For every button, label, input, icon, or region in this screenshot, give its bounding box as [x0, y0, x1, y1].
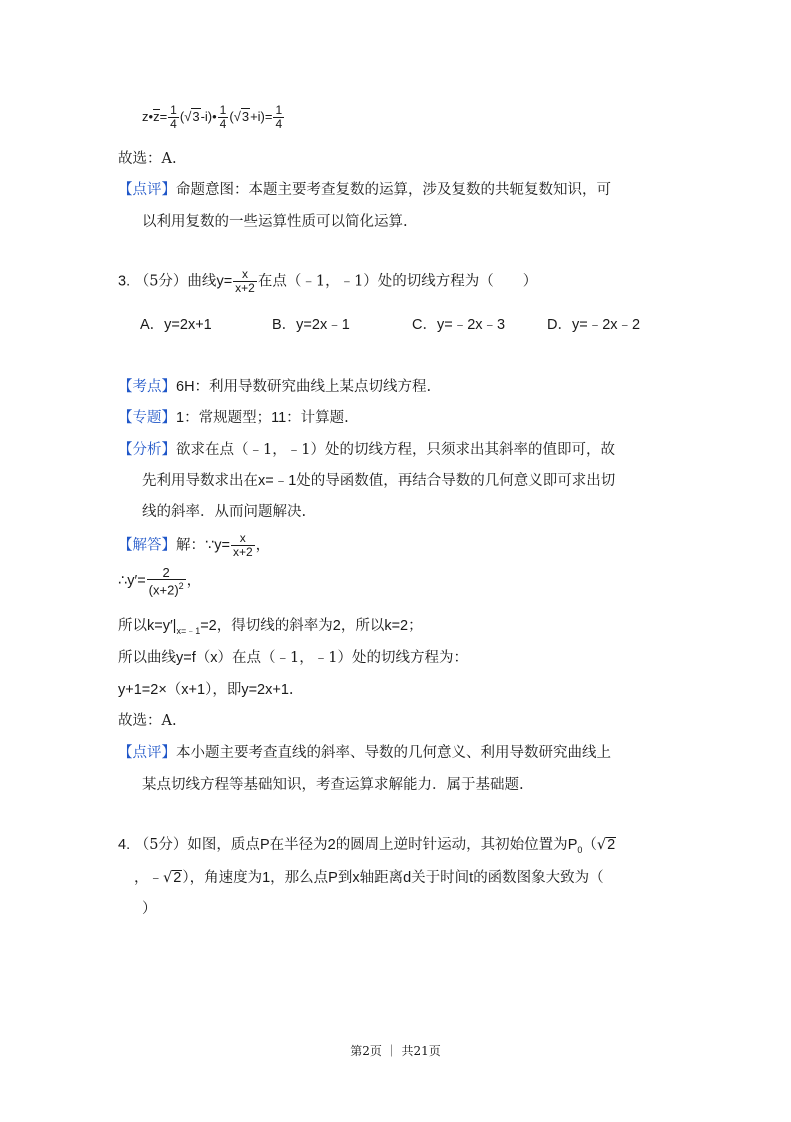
sqrt-radicand: 3 [241, 108, 250, 124]
q2-comment-line2: 以利用复数的一些运算性质可以简化运算. [142, 214, 408, 230]
comment-tag: 【点评】 [118, 182, 176, 198]
q4-line3: ） [142, 901, 157, 917]
q3-dianping-line2: 某点切线方程等基础知识，考查运算求解能力．属于基础题. [142, 777, 524, 793]
footer-separator: ｜ [385, 1044, 398, 1058]
equals: = [159, 108, 168, 124]
q2-formula: z•z= $\frac{1}{4}$ (√3-i)• $\frac{1}{4}$ (√3+i)= $\frac{1}{4}$ [142, 103, 283, 131]
page-footer [0, 1042, 791, 1059]
q3-option-d: D．y=﹣2x﹣2 [547, 317, 641, 333]
q3-slope-line: 所以$k=y'|_{x=﹣1}=2$，得切线的斜率为2，所以k=2； [118, 618, 423, 636]
sqrt-radicand: 3 [192, 108, 200, 124]
q3-zhuanti: 【专题】1：常规题型；11：计算题. [118, 410, 349, 426]
q4-line1: 4. （5分）如图，质点P在半径为2的圆周上逆时针运动，其初始位置为$P_0(√2$ [118, 837, 616, 855]
q3-stem: 3. （5分）曲线y= $\frac{x}{x+2}$ 在点（﹣1，﹣1）处的切线方程为（ ） [118, 267, 538, 295]
fraction-x-over-x-plus-2: $\frac{x}{x+2}$ [232, 531, 253, 559]
q3-option-c: C．y=﹣2x﹣3 [412, 317, 506, 333]
q3-fenxi-line3: 线的斜率．从而问题解决. [142, 504, 307, 520]
sqrt-symbol: √ [596, 837, 607, 853]
q3-fenxi-line2: 先利用导数求出在x=﹣1处的导函数值，再结合导数的几何意义即可求出切 [142, 473, 616, 489]
fenxi-tag: 【分析】 [118, 442, 176, 458]
dianping-tag: 【点评】 [118, 745, 176, 761]
q3-equation-line: y+1=2×（x+1），即y=2x+1. [118, 682, 294, 698]
q3-option-b: B．y=2x﹣1 [272, 317, 350, 333]
jieda-tag: 【解答】 [118, 537, 176, 554]
sqrt-symbol: √ [184, 108, 192, 124]
q3-derivative: ∴y′= $\frac{2}{(x+2)^2}$ ， [118, 565, 202, 598]
sqrt-symbol: √ [163, 870, 173, 886]
fraction-one-quarter: $\frac{1}{4}$ [219, 103, 227, 131]
q2-choice: 故选：A. [118, 151, 177, 167]
fraction-one-quarter: $\frac{1}{4}$ [170, 103, 177, 131]
var-z: z [142, 108, 149, 124]
fraction-derivative: $\frac{2}{(x+2)^2}$ [148, 565, 184, 598]
question-number: 4. [118, 837, 131, 853]
page-total: 共21页 [401, 1044, 441, 1058]
zhuanti-tag: 【专题】 [118, 410, 176, 426]
q3-curve-line: 所以曲线y=f（x）在点（﹣1，﹣1）处的切线方程为： [118, 650, 468, 666]
fraction-one-quarter: $\frac{1}{4}$ [275, 103, 283, 131]
kaodian-tag: 【考点】 [118, 379, 176, 395]
question-number: 3. [118, 273, 131, 290]
var-z-conjugate: z [153, 108, 160, 124]
dot-operator: • [148, 108, 154, 124]
q4-line2: ，﹣√2），角速度为1，那么点P到x轴距离d关于时间t的函数图象大致为（ [134, 870, 604, 886]
sqrt-symbol: √ [233, 108, 241, 124]
q3-kaodian: 【考点】6H：利用导数研究曲线上某点切线方程. [118, 379, 432, 395]
q3-jieda: 【解答】解：∵y= $\frac{x}{x+2}$ ， [118, 531, 271, 559]
q3-fenxi-line1: 【分析】欲求在点（﹣1，﹣1）处的切线方程，只须求出其斜率的值即可，故 [118, 442, 615, 458]
q3-choice: 故选：A. [118, 713, 177, 729]
sqrt-radicand: 2 [173, 870, 182, 886]
q2-comment-line1: 【点评】命题意图：本题主要考查复数的运算，涉及复数的共轭复数知识，可 [118, 182, 611, 198]
q3-dianping-line1: 【点评】本小题主要考查直线的斜率、导数的几何意义、利用导数研究曲线上 [118, 745, 611, 761]
page-number: 第2页 [350, 1044, 382, 1058]
fraction-x-over-x-plus-2: $\frac{x}{x+2}$ [235, 267, 255, 295]
dot-operator: • [212, 108, 217, 124]
sqrt-radicand: 2 [607, 837, 616, 853]
q3-option-a: A．y=2x+1 [140, 317, 212, 333]
